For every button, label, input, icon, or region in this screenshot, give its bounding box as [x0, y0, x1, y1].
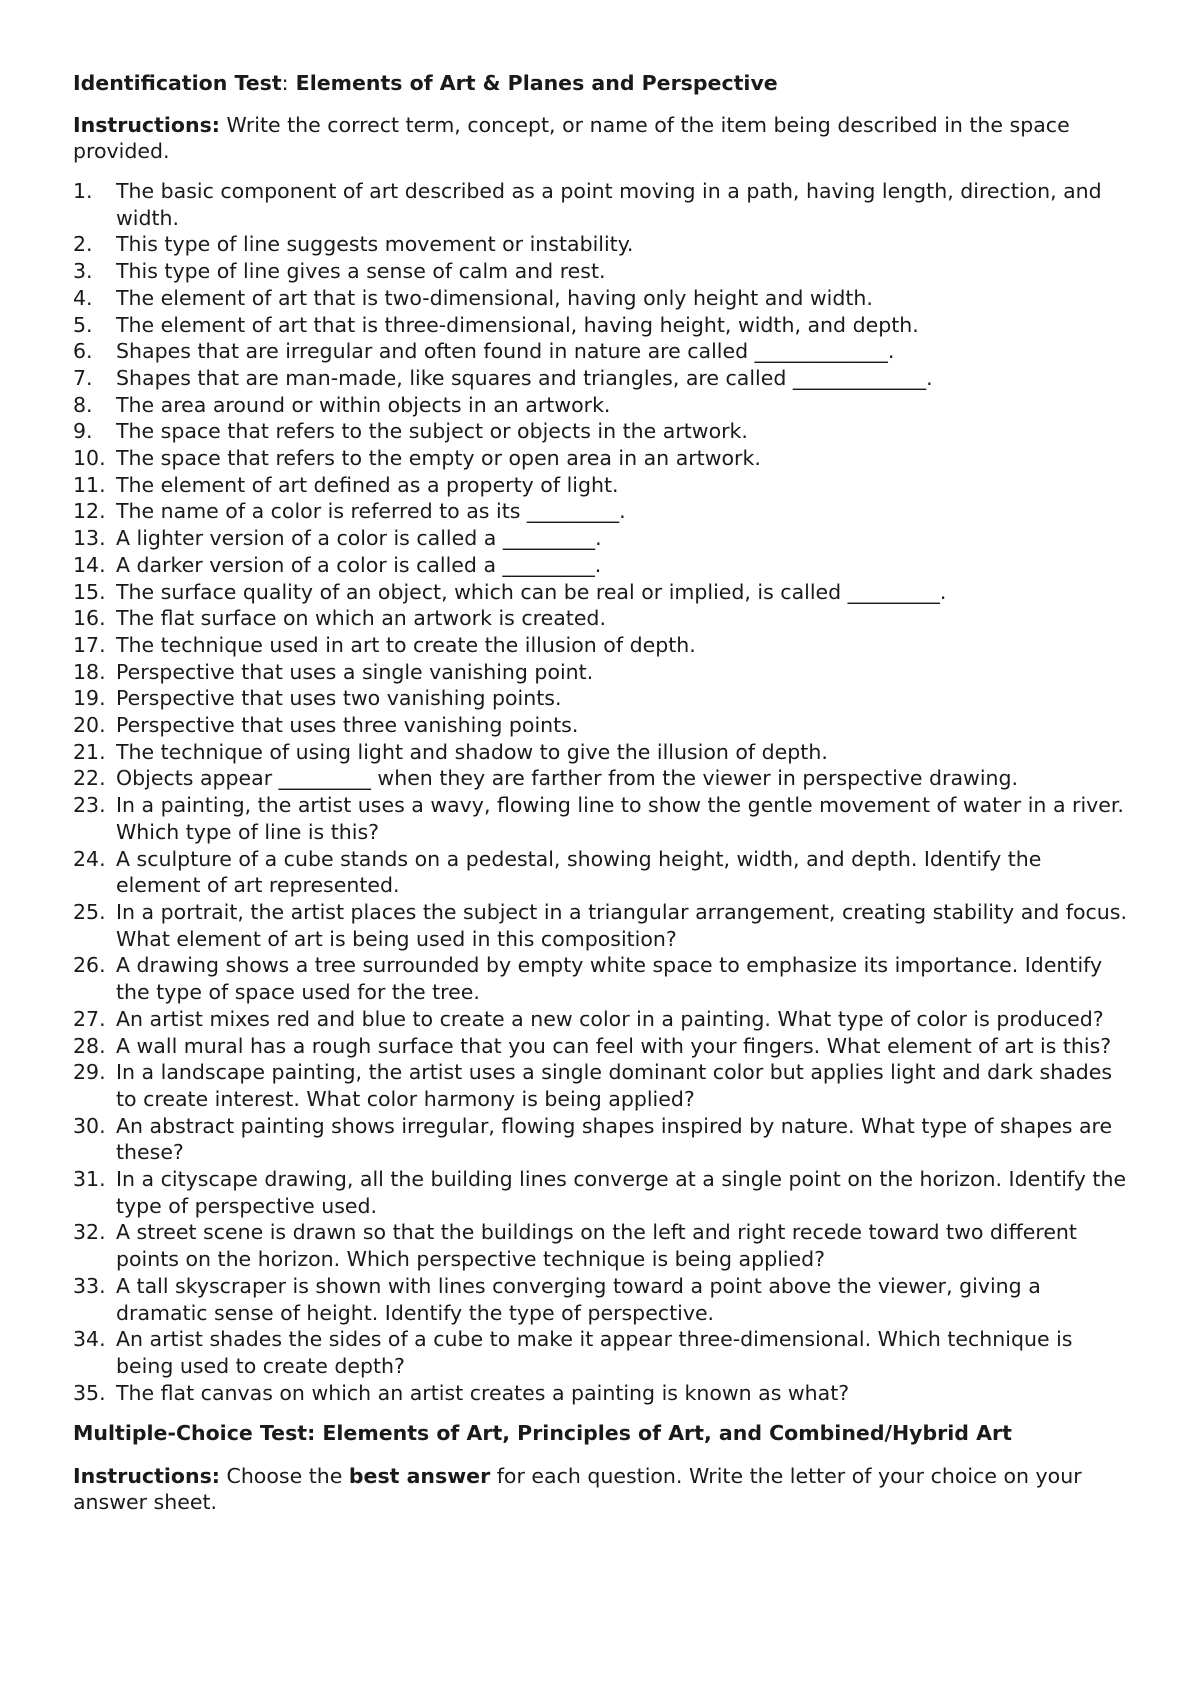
list-item [73, 712, 1128, 739]
list-item-number: 7. [73, 365, 93, 390]
list-item [73, 285, 1128, 312]
list-item-number: 23. [73, 793, 106, 818]
list-item-text: An abstract painting shows irregular, flowing shapes inspired by nature. What type of shapes are these? [116, 1113, 1113, 1165]
list-item-text: The technique of using light and shadow to give the illusion of depth. [116, 739, 828, 764]
list-item [73, 312, 1128, 339]
list-item-number: 32. [73, 1220, 106, 1245]
list-item-text: This type of line suggests movement or instability. [116, 232, 634, 257]
list-item [73, 418, 1128, 445]
list-item-number: 16. [73, 606, 106, 631]
list-item [73, 1033, 1128, 1060]
list-item-text: In a cityscape drawing, all the building lines converge at a single point on the horizon. Identify the type of perspective used. [116, 1167, 1127, 1218]
list-item [73, 739, 1128, 766]
list-item [73, 525, 1128, 552]
list-item-text: An artist shades the sides of a cube to make it appear three-dimensional. Which technique is being used to create depth? [116, 1327, 1073, 1378]
list-item-text: The surface quality of an object, which can be real or implied, is called _________. [116, 579, 947, 604]
list-item-number: 19. [73, 686, 106, 711]
list-item-text: A darker version of a color is called a _________. [116, 552, 602, 577]
list-item-text: Perspective that uses three vanishing points. [116, 713, 579, 738]
list-item-number: 25. [73, 899, 106, 924]
identification-items-list [73, 178, 1128, 1406]
list-item-text: The space that refers to the empty or open area in an artwork. [116, 446, 761, 471]
section2-instructions-post: for each question. Write the letter of your choice on your answer sheet. [73, 1464, 1082, 1515]
list-item-number: 22. [73, 766, 106, 791]
list-item-number: 13. [73, 526, 106, 551]
list-item-number: 12. [73, 499, 106, 524]
list-item-text: A wall mural has a rough surface that you can feel with your fingers. What element of art is this? [116, 1033, 1112, 1058]
list-item-number: 10. [73, 446, 106, 471]
section1-instructions [73, 112, 1128, 164]
list-item-number: 20. [73, 713, 106, 738]
list-item-text: In a painting, the artist uses a wavy, flowing line to show the gentle movement of water in a river. Which type of line is this? [116, 793, 1124, 844]
list-item-number: 35. [73, 1380, 106, 1405]
list-item-number: 1. [73, 179, 93, 203]
list-item [73, 632, 1128, 659]
list-item-number: 17. [73, 632, 106, 657]
list-item-number: 28. [73, 1033, 106, 1058]
list-item-text: Shapes that are man-made, like squares and triangles, are called _____________. [116, 365, 933, 390]
list-item [73, 1006, 1128, 1033]
list-item [73, 765, 1128, 792]
list-item-number: 14. [73, 552, 106, 577]
list-item [73, 472, 1128, 499]
list-item-text: The element of art that is two-dimensional, having only height and width. [116, 285, 873, 310]
list-item-number: 5. [73, 312, 93, 337]
list-item-number: 27. [73, 1006, 106, 1031]
list-item-text: The space that refers to the subject or objects in the artwork. [116, 419, 748, 444]
list-item-text: Perspective that uses a single vanishing point. [116, 659, 594, 684]
list-item-number: 31. [73, 1167, 106, 1192]
list-item-text: Objects appear _________ when they are farther from the viewer in perspective drawing. [116, 766, 1019, 791]
list-item-number: 8. [73, 392, 93, 417]
list-item-text: An artist mixes red and blue to create a new color in a painting. What type of color is produced? [116, 1006, 1104, 1031]
list-item [73, 1059, 1128, 1112]
list-item-number: 9. [73, 419, 93, 444]
list-item-text: The flat surface on which an artwork is created. [116, 606, 606, 631]
list-item [73, 1380, 1128, 1407]
list-item-number: 11. [73, 472, 106, 497]
list-item-text: The element of art that is three-dimensional, having height, width, and depth. [116, 312, 919, 337]
section2-instructions-pre: Choose the [219, 1464, 349, 1489]
list-item-text: The flat canvas on which an artist creates a painting is known as what? [116, 1380, 850, 1405]
list-item-text: The element of art defined as a property of light. [116, 472, 619, 497]
section1-instructions-label: Instructions: [73, 113, 220, 137]
list-item-text: In a landscape painting, the artist uses a single dominant color but applies light and dark shades to create interest. What color harmony is being applied? [116, 1060, 1113, 1111]
list-item [73, 178, 1128, 231]
list-item [73, 579, 1128, 606]
list-item [73, 498, 1128, 525]
list-item-text: A drawing shows a tree surrounded by empty white space to emphasize its importance. Identify the type of space used for the tree. [116, 953, 1103, 1005]
list-item-text: This type of line gives a sense of calm and rest. [116, 259, 606, 284]
list-item [73, 1166, 1128, 1219]
list-item [73, 952, 1128, 1005]
list-item-text: A lighter version of a color is called a _________. [116, 526, 602, 551]
list-item-text: In a portrait, the artist places the subject in a triangular arrangement, creating stability and focus. What element of art is being used in this composition? [116, 899, 1127, 951]
list-item [73, 899, 1128, 952]
list-item-text: The basic component of art described as a point moving in a path, having length, direction, and width. [116, 179, 1102, 230]
list-item-text: The technique used in art to create the illusion of depth. [116, 632, 696, 657]
list-item-number: 2. [73, 232, 93, 257]
section2-title: Multiple-Choice Test: Elements of Art, Principles of Art, and Combined/Hybrid Art [73, 1421, 1012, 1446]
list-item-number: 34. [73, 1327, 106, 1352]
section1-title [73, 70, 1128, 97]
list-item-text: The area around or within objects in an artwork. [116, 392, 611, 417]
list-item-text: A street scene is drawn so that the buildings on the left and right recede toward two different points on the horizon. Which perspective technique is being applied? [116, 1220, 1077, 1272]
section1-instructions-text: Write the correct term, concept, or name of the item being described in the space provided. [73, 113, 1070, 163]
list-item-number: 6. [73, 339, 93, 364]
section2-instructions-bold: best answer [348, 1464, 491, 1489]
list-item [73, 365, 1128, 392]
list-item-number: 33. [73, 1273, 106, 1298]
list-item-number: 3. [73, 259, 93, 284]
list-item-number: 18. [73, 659, 106, 684]
list-item [73, 392, 1128, 419]
list-item-text: A tall skyscraper is shown with lines converging toward a point above the viewer, giving a dramatic sense of height. Identify the type of perspective. [116, 1273, 1041, 1325]
list-item-text: Shapes that are irregular and often found in nature are called _____________. [116, 339, 895, 364]
list-item-number: 24. [73, 846, 106, 871]
list-item [73, 231, 1128, 258]
list-item [73, 1326, 1128, 1379]
list-item [73, 1273, 1128, 1326]
section2-instructions-label: Instructions: [73, 1464, 220, 1489]
list-item-number: 15. [73, 579, 106, 604]
list-item [73, 605, 1128, 632]
list-item-text: The name of a color is referred to as its _________. [116, 499, 626, 524]
section2-instructions [73, 1463, 1128, 1515]
list-item [73, 685, 1128, 712]
list-item-text: A sculpture of a cube stands on a pedestal, showing height, width, and depth. Identify the element of art represented. [116, 846, 1042, 898]
list-item-number: 29. [73, 1060, 106, 1085]
list-item-number: 21. [73, 739, 106, 764]
list-item [73, 1113, 1128, 1166]
list-item-text: Perspective that uses two vanishing points. [116, 686, 562, 711]
list-item [73, 445, 1128, 472]
list-item-number: 30. [73, 1113, 106, 1138]
list-item [73, 552, 1128, 579]
section1-title-main: Identification Test [73, 71, 282, 95]
list-item-number: 4. [73, 285, 93, 310]
list-item [73, 258, 1128, 285]
list-item [73, 792, 1128, 845]
list-item [73, 1219, 1128, 1272]
list-item [73, 846, 1128, 899]
list-item-number: 26. [73, 953, 106, 978]
list-item [73, 659, 1128, 686]
list-item [73, 338, 1128, 365]
section1-title-colon: : [281, 71, 289, 95]
section1-title-rest: Elements of Art & Planes and Perspective [288, 71, 778, 95]
